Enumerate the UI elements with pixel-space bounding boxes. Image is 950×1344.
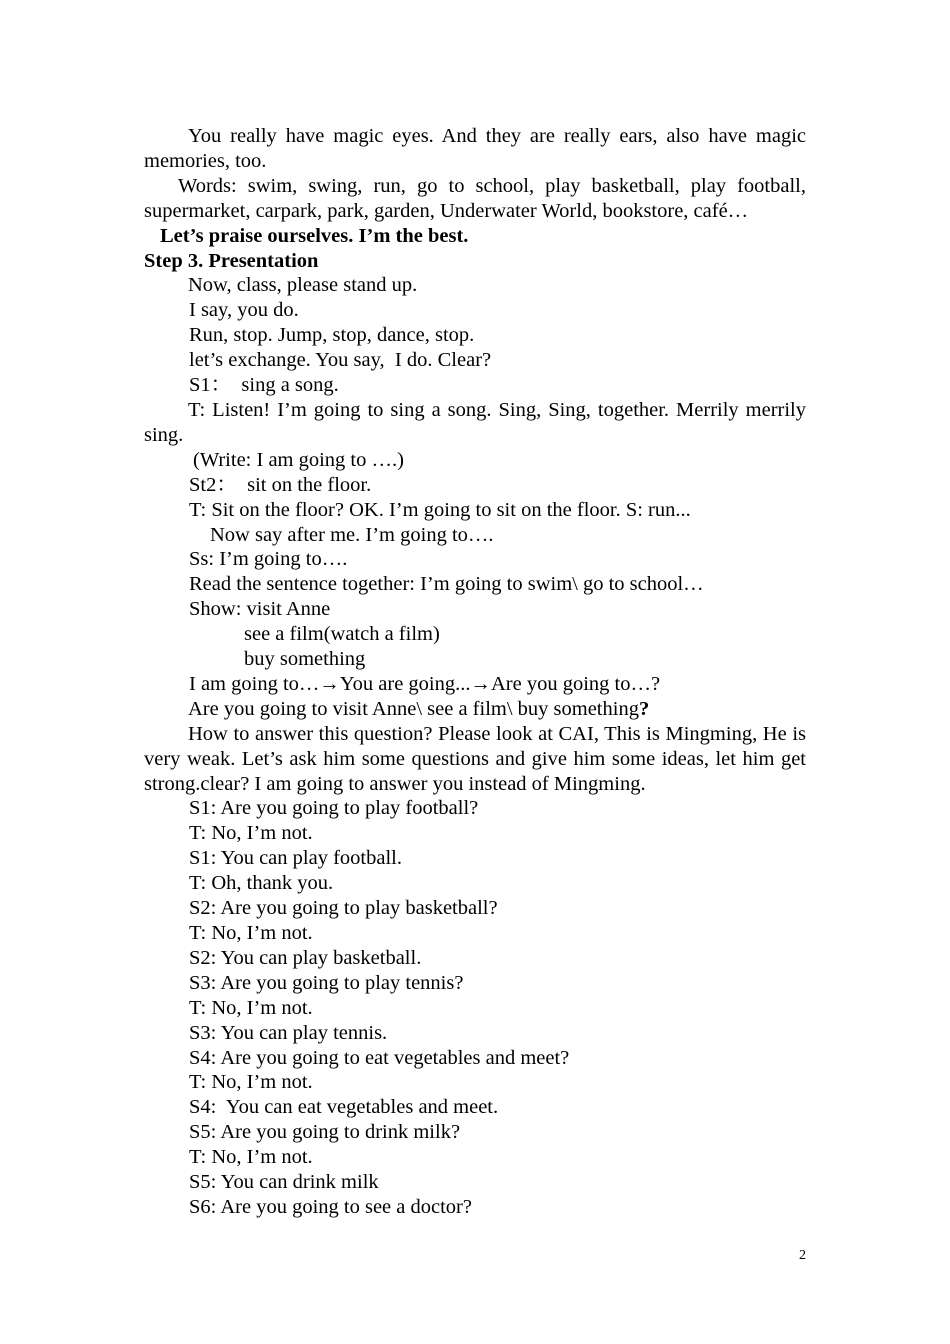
step-heading: Step 3. Presentation [144,249,319,272]
dialogue-list [144,796,806,1219]
dialogue-line: S4: Are you going to eat vegetables and meet? [189,1046,570,1069]
document-body [144,124,806,1220]
dialogue-line: T: Oh, thank you. [189,872,334,895]
dialogue-line: S6: Are you going to see a doctor? [189,1195,472,1218]
dialogue-line: T: No, I’m not. [189,1071,313,1094]
question-text: Are you going to visit Anne\ see a film\ buy something [188,697,639,720]
paragraph-words: Words: swim, swing, run, go to school, play basketball, play football, supermarket, carpark, park, garden, Underwater World, bookstore, café… [144,174,806,222]
paragraph-magic: You really have magic eyes. And they are really ears, also have magic memories, too. [144,125,806,172]
text-line: I say, you do. [189,299,299,322]
show-item: buy something [244,648,366,671]
text-line: let’s exchange. You say, I do. Clear? [189,349,492,372]
paragraph-song: T: Listen! I’m going to sing a song. Sing, Sing, together. Merrily merrily sing. [144,398,806,446]
text-line: S1： sing a song. [189,374,339,397]
paragraph-cai: How to answer this question? Please look at CAI, This is Mingming, He is very weak. Let’s ask him some questions and give him some ideas, let him get strong.clear? I am going to answer you instead of Mingming. [144,722,806,795]
dialogue-line: S3: You can play tennis. [189,1021,388,1044]
dialogue-line: S3: Are you going to play tennis? [189,971,464,994]
dialogue-line: S2: Are you going to play basketball? [189,897,498,920]
dialogue-line: T: No, I’m not. [189,996,313,1019]
question-mark: ? [638,697,650,720]
page-number: 2 [799,1248,806,1263]
arrow-line: I am going to…→You are going...→Are you going to…? [189,672,661,695]
dialogue-line: T: No, I’m not. [189,822,313,845]
dialogue-line: T: No, I’m not. [189,1146,313,1169]
text-line: Run, stop. Jump, stop, dance, stop. [189,324,475,347]
dialogue-line: S4: You can eat vegetables and meet. [189,1096,499,1119]
dialogue-line: S5: Are you going to drink milk? [189,1121,461,1144]
praise-line: Let’s praise ourselves. I’m the best. [160,224,469,247]
text-line: Ss: I’m going to…. [189,548,348,571]
text-line: T: Sit on the floor? OK. I’m going to sit on the floor. S: run... [189,498,691,521]
question-line [144,697,806,722]
text-line: Now, class, please stand up. [188,274,418,297]
dialogue-line: S5: You can drink milk [189,1171,379,1194]
say-after-line: Now say after me. I’m going to…. [210,523,494,546]
text-line: St2： sit on the floor. [189,473,372,496]
write-note: (Write: I am going to ….) [193,448,404,471]
dialogue-line: S2: You can play basketball. [189,946,422,969]
text-line: Read the sentence together: I’m going to swim\ go to school… [189,573,704,596]
dialogue-line: T: No, I’m not. [189,922,313,944]
dialogue-line: S1: Are you going to play football? [189,797,479,820]
text-line: Show: visit Anne [189,598,331,621]
dialogue-line: S1: You can play football. [189,847,402,870]
show-item: see a film(watch a film) [244,623,440,646]
